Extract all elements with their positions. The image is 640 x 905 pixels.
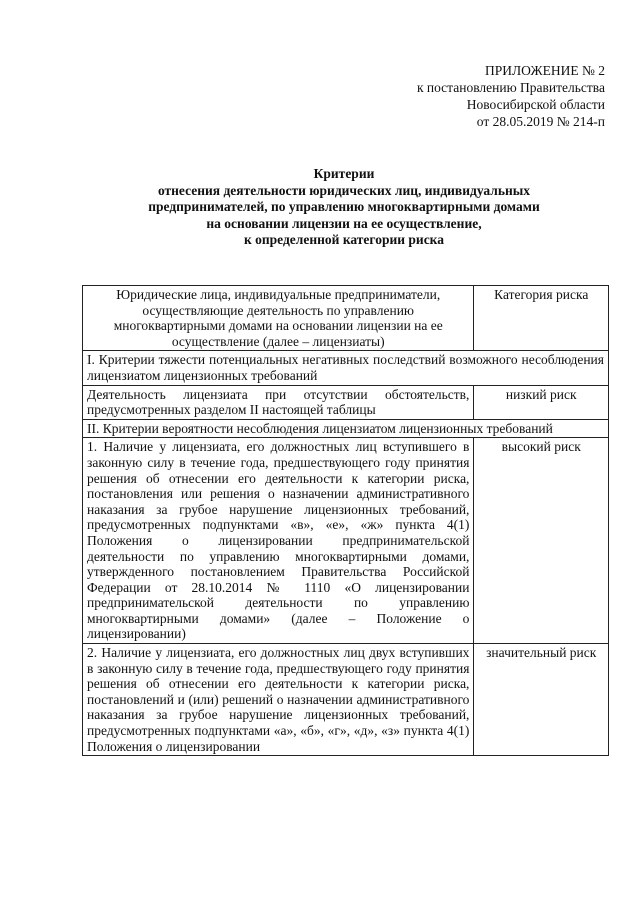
table-row <box>83 385 609 419</box>
title-line-1: Критерии <box>313 166 375 181</box>
risk-cell: значительный риск <box>474 644 609 756</box>
section-row-probability <box>83 419 609 438</box>
header-risk-category-cell: Категория риска <box>474 286 609 351</box>
section-probability-criteria: II. Критерии вероятности несоблюдения лицензиатом лицензионных требований <box>83 419 609 438</box>
criterion-cell: Деятельность лицензиата при отсутствии обстоятельств, предусмотренных разделом II настоящей таблицы <box>83 385 474 419</box>
appendix-region: Новосибирской области <box>466 97 605 112</box>
risk-cell: низкий риск <box>474 385 609 419</box>
appendix-number: ПРИЛОЖЕНИЕ № 2 <box>484 63 605 78</box>
title-line-3: предпринимателей, по управлению многоквартирными домами <box>148 199 540 214</box>
appendix-header <box>330 62 605 130</box>
table-row <box>83 438 609 644</box>
criterion-cell: 1. Наличие у лицензиата, его должностных лиц вступившего в законную силу в течение года, предшествующего году принятия решения об отнесении его деятельности к категории риска, постановления или решения о назначении административного наказания за грубое нарушение лицензионных требований, предусмотренных подпунктами «в», «е», «ж» пункта 4(1) Положения о лицензировании предпринимательской деятельности по управлению многоквартирными домами, утвержденного постановлением Правительства Российской Федерации от 28.10.2014 № 1110 «О лицензировании предпринимательской деятельности по управлению многоквартирными домами» (далее – Положение о лицензировании) <box>83 438 474 644</box>
title-line-4: на основании лицензии на ее осуществление, <box>206 215 482 231</box>
table-row <box>83 644 609 756</box>
section-row-severity <box>83 351 609 385</box>
appendix-date-number: от 28.05.2019 № 214-п <box>476 114 605 129</box>
section-severity-criteria: I. Критерии тяжести потенциальных негативных последствий возможного несоблюдения лицензиатом лицензионных требований <box>83 351 609 385</box>
table-header-row <box>83 286 609 351</box>
criterion-cell: 2. Наличие у лицензиата, его должностных лиц двух вступивших в законную силу в течение года, предшествующего году принятия решения об отнесении его деятельности к категории риска, постановлений и (или) решений о назначении административного наказания за грубое нарушение лицензионных требований, предусмотренных подпунктами «а», «б», «г», «д», «з» пункта 4(1) Положения о лицензировании <box>83 644 474 756</box>
criteria-table <box>82 285 609 756</box>
header-licensees-cell: Юридические лица, индивидуальные предприниматели, осуществляющие деятельность по управлению многоквартирными домами на основании лицензии на ее осуществление (далее – лицензиаты) <box>83 286 474 351</box>
document-title <box>60 166 628 249</box>
title-line-2: отнесения деятельности юридических лиц, индивидуальных <box>157 182 531 198</box>
appendix-resolution-line: к постановлению Правительства <box>416 80 605 95</box>
title-line-5: к определенной категории риска <box>243 232 445 247</box>
risk-cell: высокий риск <box>474 438 609 644</box>
